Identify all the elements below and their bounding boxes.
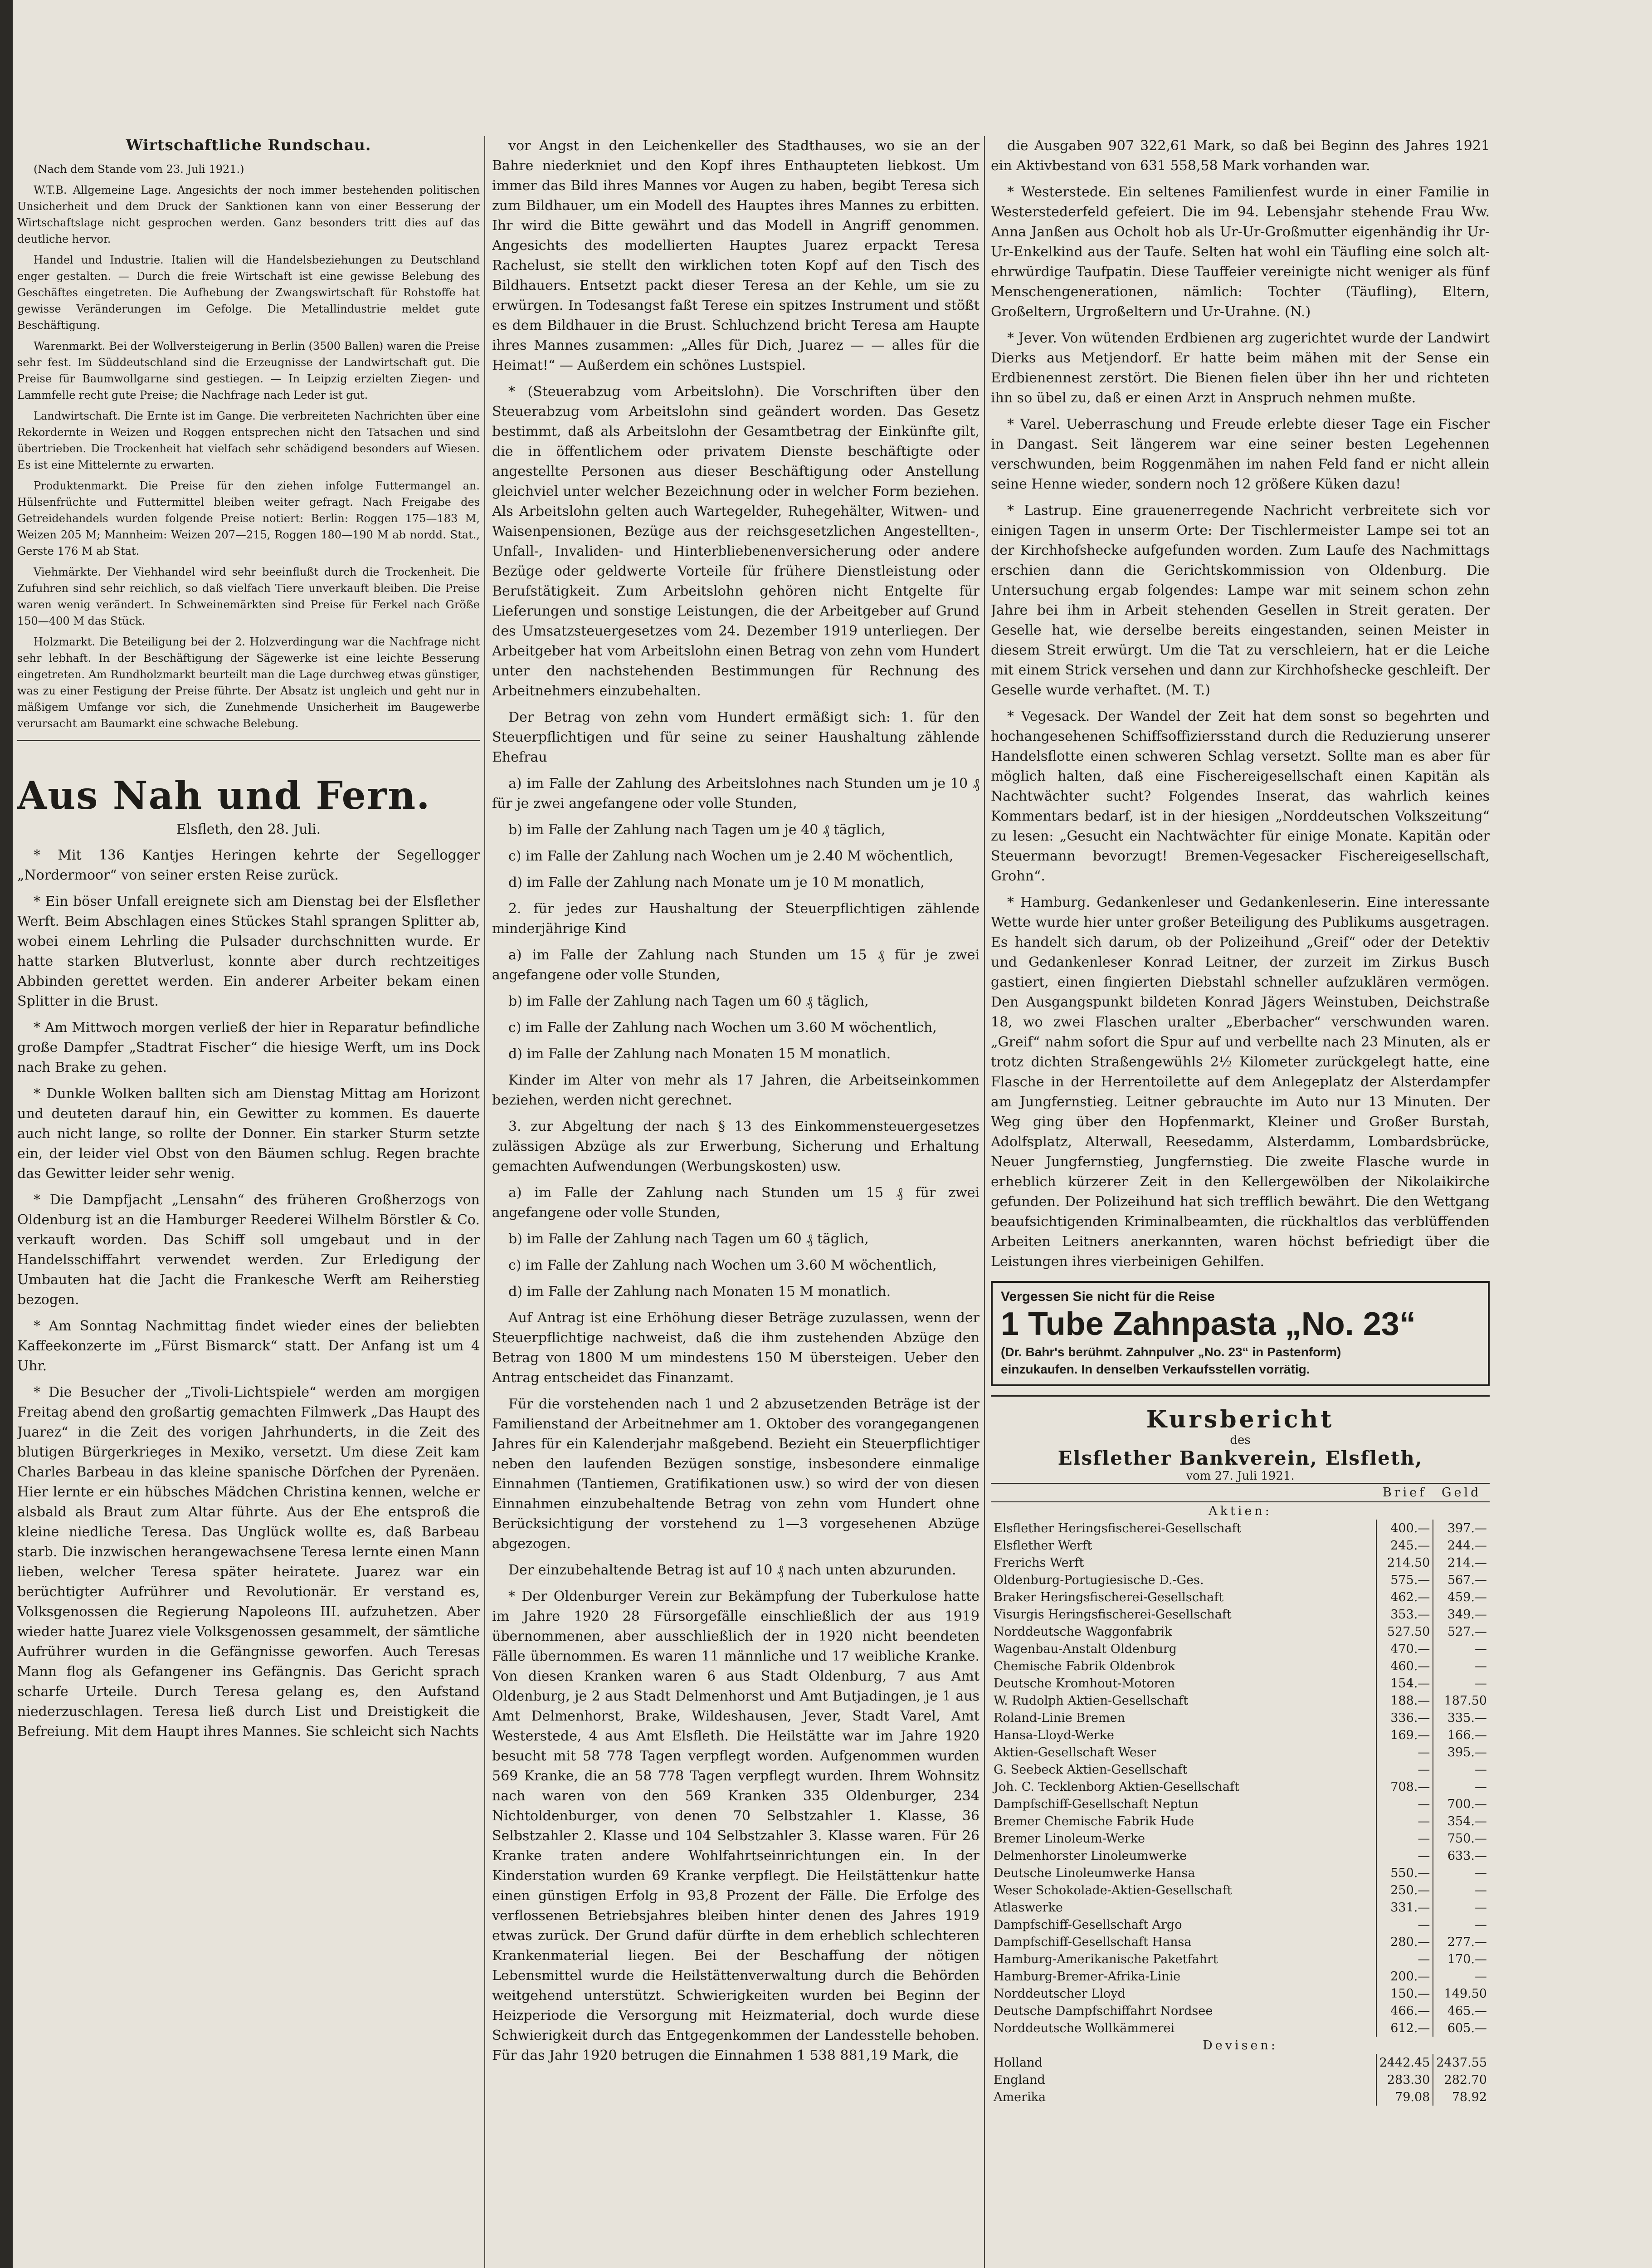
article-paragraph: Kinder im Alter von mehr als 17 Jahren, die Arbeitseinkommen beziehen, werden nicht gerechnet. [492, 1072, 980, 1108]
kurs-row [991, 1709, 1490, 1726]
kurs-body [991, 1502, 1490, 2106]
kurs-header-geld: Geld [1433, 1483, 1490, 1502]
brief-price: 708.— [1376, 1778, 1433, 1795]
security-name: Elsflether Heringsfischerei-Gesellschaft [994, 1521, 1242, 1535]
brief-price: 460.— [1376, 1657, 1433, 1675]
kurs-row [991, 1606, 1490, 1623]
brief-price: 245.— [1376, 1537, 1433, 1554]
geld-price: 166.— [1433, 1726, 1490, 1744]
news-paragraph: * Die Dampfjacht „Lensahn“ des früheren Großherzogs von Oldenburg ist an die Hamburger Reederei Wilhelm Börstler & Co. verkauft worden. Das Schiff soll umgebaut und in der Handelsschiffahrt verwendet werden. Zur Erledigung der Umbauten hat die Jacht die Frankesche Werft am Reiherstieg bezogen. [17, 1192, 480, 1308]
brief-price: 188.— [1376, 1692, 1433, 1709]
brief-price: 466.— [1376, 2002, 1433, 2019]
kurs-row [991, 2071, 1490, 2088]
kurs-row [991, 1933, 1490, 1950]
article-paragraph: Der Betrag von zehn vom Hundert ermäßigt sich: 1. für den Steuerpflichtigen und für seine zu seiner Haushaltung zählende Ehefrau [492, 709, 980, 765]
kurs-row [991, 2019, 1490, 2037]
brief-price: — [1376, 1813, 1433, 1830]
security-name: Roland-Linie Bremen [994, 1711, 1125, 1725]
wirtschaft-paragraph: Holzmarkt. Die Beteiligung bei der 2. Holzverdingung war die Nachfrage nicht sehr lebhaft. In der Beschäftigung der Sägewerke ist eine leichte Besserung eingetreten. Am Rundholzmarkt beurteilt man die Lage durchweg etwas günstiger, was zu einer Festigung der Preise führte. Der Absatz ist ungleich und geht nur in mäßigem Umfange vor sich, die Zunehmende Unsicherheit im Baugewerbe verursacht am Baumarkt eine schwache Belebung. [17, 635, 480, 730]
kursbericht-des: des [1230, 1433, 1251, 1447]
security-name: Deutsche Dampfschiffahrt Nordsee [994, 2004, 1213, 2018]
kurs-row [991, 1675, 1490, 1692]
kurs-row [991, 1950, 1490, 1968]
wirtschaft-paragraph: Produktenmarkt. Die Preise für den ziehen infolge Futtermangel an. Hülsenfrüchte und Futtermittel bleiben weiter gefragt. Nach Freigabe des Getreidehandels wurden folgende Preise notiert: Berlin: Roggen 175—183 M, Weizen 205 M; Mannheim: Weizen 207—215, Roggen 180—190 M ab nordd. Stat., Gerste 176 M ab Stat. [17, 479, 480, 557]
zahnpasta-advertisement [991, 1281, 1490, 1386]
security-name: Joh. C. Tecklenborg Aktien-Gesellschaft [994, 1779, 1239, 1794]
brief-price: 336.— [1376, 1709, 1433, 1726]
column-1 [17, 136, 480, 2268]
wirtschaft-paragraph: (Nach dem Stande vom 23. Juli 1921.) [34, 163, 244, 176]
security-name: Weser Schokolade-Aktien-Gesellschaft [994, 1883, 1232, 1897]
wirtschaft-heading: Wirtschaftliche Rundschau. [126, 136, 371, 154]
security-name: Amerika [994, 2090, 1046, 2104]
geld-price: — [1433, 1916, 1490, 1933]
geld-price: 214.— [1433, 1554, 1490, 1571]
kurs-row [991, 1813, 1490, 1830]
news-paragraph: * Lastrup. Eine grauenerregende Nachricht verbreitete sich vor einigen Tagen in unserm Orte: Der Tischlermeister Lampe sei tot an der Kirchhofshecke aufgefunden worden. Zum Laufe des Nachmittags erschien dann die Gerichtskommission von Oldenburg. Die Untersuchung ergab folgendes: Lampe war mit seinem schon zehn Jahre bei ihm in Arbeit stehenden Gesellen in Streit geraten. Der Geselle hat, wie derselbe bereits eingestanden, seinen Meister in diesem Streit erwürgt. Um die Tat zu verschleiern, hat er die Leiche mit einem Strick versehen und dann zur Kirchhofshecke geschleift. Der Geselle wurde verhaftet. (M. T.) [991, 503, 1490, 698]
kurs-row [991, 2002, 1490, 2019]
brief-price: 169.— [1376, 1726, 1433, 1744]
security-name: Holland [994, 2055, 1043, 2070]
news-paragraph: * Vegesack. Der Wandel der Zeit hat dem sonst so begehrten und hochangesehenen Schiffsoffiziersstand durch die Reduzierung unserer Handelsflotte einen schweren Schlag versetzt. Sollte man es aber für möglich halten, daß eine Fischereigesellschaft einen Kapitän als Nachtwächter sucht? Folgendes Inserat, das wahrlich keines Kommentars bedarf, ist in der hiesigen „Norddeutschen Volkszeitung“ zu lesen: „Gesucht ein Nachtwächter für einige Monate. Kapitän oder Steuermann bevorzugt! Bremen-Vegesacker Fischereigesellschaft, Grohn“. [991, 709, 1490, 884]
geld-price: — [1433, 1882, 1490, 1899]
geld-price: 459.— [1433, 1589, 1490, 1606]
brief-price: 79.08 [1376, 2088, 1433, 2106]
brief-price: — [1376, 1761, 1433, 1778]
security-name: Bremer Chemische Fabrik Hude [994, 1814, 1194, 1828]
brief-price: — [1376, 1795, 1433, 1813]
kurs-header-brief: Brief [1376, 1483, 1433, 1502]
kurs-row [991, 1726, 1490, 1744]
security-name: Atlaswerke [994, 1900, 1063, 1915]
news-paragraph: * Am Mittwoch morgen verließ der hier in Reparatur befindliche große Dampfer „Stadtrat Fischer“ die hiesige Werft, um ins Dock nach Brake zu gehen. [17, 1020, 480, 1075]
geld-price: — [1433, 1778, 1490, 1795]
geld-price: 170.— [1433, 1950, 1490, 1968]
ad-line-3: (Dr. Bahr's berühmt. Zahnpulver „No. 23“ in Pastenform) [1001, 1345, 1341, 1359]
section-divider [991, 1395, 1490, 1397]
article-paragraph: * (Steuerabzug vom Arbeitslohn). Die Vorschriften über den Steuerabzug vom Arbeitslohn sind geändert worden. Das Gesetz bestimmt, daß als Arbeitslohn der Gesamtbetrag der Einkünfte gilt, die in öffentlichem oder privatem Dienste beschäftigte oder angestellte Personen aus dieser Beschäftigung oder Anstellung gleichviel unter welcher Bezeichnung oder in welcher Form beziehen. Als Arbeitslohn gelten auch Wartegelder, Ruhegehälter, Witwen- und Waisenpensionen, Bezüge aus der reichsgesetzlichen Angestellten-, Unfall-, Invaliden- und Hinterbliebenenversicherung oder andere Bezüge oder geldwerte Vorteile für frühere Dienstleistung oder Berufstätigkeit. Zum Arbeitslohn gehören nicht Entgelte für Lieferungen und sonstige Leistungen, die der Arbeitgeber auf Grund des Umsatzsteuergesetzes vom 24. Dezember 1919 unterliegen. Der Arbeitgeber hat vom Arbeitslohn einen Betrag von zehn vom Hundert unter den nachstehenden Bestimmungen für Rechnung des Arbeitnehmers einzubehalten. [492, 384, 980, 699]
brief-price: 214.50 [1376, 1554, 1433, 1571]
wirtschaft-paragraph: Viehmärkte. Der Viehhandel wird sehr beeinflußt durch die Trockenheit. Die Zufuhren sind sehr reichlich, so daß vielfach Tiere unverkauft bleiben. Die Preise waren wenig verändert. In Schweinemärkten sind Preise für Ferkel nach Größe 150—400 M das Stück. [17, 566, 480, 627]
security-name: Aktien-Gesellschaft Weser [994, 1745, 1156, 1760]
wirtschaft-paragraph: Warenmarkt. Bei der Wollversteigerung in Berlin (3500 Ballen) waren die Preise sehr fest. Im Süddeutschland sind die Erzeugnisse der Landwirtschaft gut. Die Preise für Baumwollgarne sind gestiegen. — In Leipzig erzielten Ziegen- und Lammfelle recht gute Preise; die Nachfrage nach Leder ist gut. [17, 340, 480, 401]
kurs-row [991, 1537, 1490, 1554]
kurs-row [991, 1985, 1490, 2002]
security-name: Visurgis Heringsfischerei-Gesellschaft [994, 1607, 1232, 1622]
brief-price: 470.— [1376, 1640, 1433, 1657]
column-rule-1 [484, 136, 485, 2268]
geld-price: 282.70 [1433, 2071, 1490, 2088]
kurs-row [991, 1761, 1490, 1778]
security-name: W. Rudolph Aktien-Gesellschaft [994, 1693, 1189, 1708]
geld-price: 605.— [1433, 2019, 1490, 2037]
aktien-label: Aktien: [1209, 1504, 1272, 1518]
column-2-text [492, 136, 980, 2066]
aus-nah-und-fern-heading: Aus Nah und Fern. [17, 773, 431, 818]
security-name: Hamburg-Bremer-Afrika-Linie [994, 1969, 1181, 1984]
geld-price: — [1433, 1675, 1490, 1692]
geld-price: — [1433, 1657, 1490, 1675]
geld-price: 633.— [1433, 1847, 1490, 1864]
geld-price: 349.— [1433, 1606, 1490, 1623]
geld-price: — [1433, 1899, 1490, 1916]
kurs-row [991, 1692, 1490, 1709]
article-paragraph: d) im Falle der Zahlung nach Monaten 15 M monatlich. [508, 1284, 891, 1300]
geld-price: 277.— [1433, 1933, 1490, 1950]
kursbericht-bank: Elsflether Bankverein, Elsfleth, [1057, 1447, 1423, 1469]
security-name: Oldenburg-Portugiesische D.-Ges. [994, 1573, 1204, 1587]
brief-price: 154.— [1376, 1675, 1433, 1692]
geld-price: 750.— [1433, 1830, 1490, 1847]
geld-price: 2437.55 [1433, 2054, 1490, 2071]
brief-price: 462.— [1376, 1589, 1433, 1606]
news-paragraph: * Am Sonntag Nachmittag findet wieder eines der beliebten Kaffeekonzerte im „Fürst Bismarck“ statt. Der Anfang ist um 4 Uhr. [17, 1318, 480, 1374]
article-paragraph: c) im Falle der Zahlung nach Wochen um je 2.40 M wöchentlich, [508, 848, 954, 864]
brief-price: 400.— [1376, 1520, 1433, 1537]
news-paragraph: * Hamburg. Gedankenleser und Gedankenleserin. Eine interessante Wette wurde hier unter großer Beteiligung des Publikums ausgetragen. Es handelt sich darum, ob der Polizeihund „Greif“ oder der Detektiv und Gedankenleser Konrad Leitner, der zurzeit im Zirkus Busch gastiert, einen fingierten Diebstahl schneller aufzuklären vermögen. Den Ausgangspunkt bildeten Konrad Jägers Weinstuben, Deichstraße 18, wo zwei Flaschen uralter „Eberbacher“ verschwunden waren. „Greif“ nahm sofort die Spur auf und verbellte nach 23 Minuten, als er trotz dichten Straßengewühls 2½ Kilometer zurückgelegt hatte, eine Flasche in der Herrentoilette auf dem Anlegeplatz der Alsterdampfer am Jungfernstieg. Leitner gebrauchte im Auto nur 13 Minuten. Der Weg ging über den Hopfenmarkt, Kleiner und Großer Burstah, Adolfsplatz, Alterwall, Reesedamm, Alsterdamm, Lombardsbrücke, Neuer Jungfernstieg, Jungfernstieg. Die zweite Flasche wurde in erheblich kürzerer Zeit in den Kellergewölben der Nikolaikirche gefunden. Der Polizeihund hat sich trefflich bewährt. Die den Wettgang beaufsichtigenden Kriminalbeamten, die rückhaltlos das verblüffenden Arbeiten Leitners anerkannten, waren höchst befriedigt über die Leistungen ihres vierbeinigen Gehilfen. [991, 894, 1490, 1270]
article-paragraph: d) im Falle der Zahlung nach Monaten 15 M monatlich. [508, 1046, 891, 1062]
security-name: Norddeutscher Lloyd [994, 1986, 1126, 2001]
wirtschaft-section [17, 161, 480, 732]
brief-price: 575.— [1376, 1571, 1433, 1589]
article-paragraph: Für die vorstehenden nach 1 und 2 abzusetzenden Beträge ist der Familienstand der Arbeitnehmer am 1. Oktober des vorangegangenen Jahres für ein Kalenderjahr maßgebend. Bezieht ein Steuerpflichtiger neben den laufenden Bezügen sonstige, insbesondere einmalige Einnahmen (Tantiemen, Gratifikationen usw.) so wird der von diesen Einnahmen einzubehaltende Betrag von zehn vom Hundert ohne Berücksichtigung der vorstehend zu 1—3 vorgesehenen Abzüge abgezogen. [492, 1396, 980, 1552]
brief-price: 280.— [1376, 1933, 1433, 1950]
wirtschaft-paragraph: Handel und Industrie. Italien will die Handelsbeziehungen zu Deutschland enger gestalten. — Durch die freie Wirtschaft ist eine gewisse Belebung des Geschäftes eingetreten. Die Aufhebung der Zwangswirtschaft für Rohstoffe hat gewisse Veränderungen im Gefolge. Die Metallindustrie meldet gute Beschäftigung. [17, 254, 480, 332]
wirtschaft-paragraph: W.T.B. Allgemeine Lage. Angesichts der noch immer bestehenden politischen Unsicherheit und dem Druck der Sanktionen kann von einer Besserung der Wirtschaftslage nicht gesprochen werden. Ganz besonders tritt dies auf das deutliche hervor. [17, 184, 480, 245]
security-name: Hansa-Lloyd-Werke [994, 1728, 1114, 1742]
dateline: Elsfleth, den 28. Juli. [176, 821, 321, 837]
brief-price: 150.— [1376, 1985, 1433, 2002]
ad-headline: 1 Tube Zahnpasta „No. 23“ [1001, 1306, 1416, 1342]
brief-price: — [1376, 1916, 1433, 1933]
geld-price: 335.— [1433, 1709, 1490, 1726]
security-name: Braker Heringsfischerei-Gesellschaft [994, 1590, 1224, 1604]
article-paragraph: b) im Falle der Zahlung nach Tagen um 60 ₰ täglich, [508, 993, 869, 1009]
kurs-table [991, 1483, 1490, 2106]
kurs-row [991, 1899, 1490, 1916]
article-paragraph: d) im Falle der Zahlung nach Monate um je 10 M monatlich, [508, 875, 925, 890]
kurs-row [991, 1882, 1490, 1899]
kurs-row [991, 2088, 1490, 2106]
geld-price: 149.50 [1433, 1985, 1490, 2002]
kurs-row [991, 1623, 1490, 1640]
article-paragraph: * Der Oldenburger Verein zur Bekämpfung der Tuberkulose hatte im Jahre 1920 28 Fürsorgefälle einschließlich der aus 1919 übernommenen, aber ausschließlich der in 1920 nicht beendeten Fälle übernommen. Es waren 11 männliche und 17 weibliche Kranke. Von diesen Kranken waren 6 aus Stadt Oldenburg, 7 aus Amt Oldenburg, je 2 aus Stadt Delmenhorst und Amt Butjadingen, je 1 aus Amt Delmenhorst, Brake, Wildeshausen, Jever, Stadt Varel, Amt Westerstede, 4 aus Amt Elsfleth. Die Heilstätte war im Jahre 1920 besucht mit 58 778 Tagen verpflegt worden. Aufgenommen wurden 569 Kranke, die an 58 778 Tagen verpflegt wurden. Ihrem Wohnsitz nach waren von den 569 Kranken 335 Oldenburger, 234 Nichtoldenburger, von denen 70 Selbstzahler 1. Klasse, 36 Selbstzahler 2. Klasse und 104 Selbstzahler 3. Klasse waren. Für 26 Kranke traten andere Wohlfahrtseinrichtungen ein. In der Kinderstation wurden 69 Kranke verpflegt. Die Heilstättenkur hatte einen günstigen Erfolg in 93,8 Prozent der Fälle. Die Erfolge des verflossenen Betriebsjahres bleiben hinter denen des Jahres 1919 etwas zurück. Der Grund dafür dürfte in dem erheblich schlechteren Krankenmaterial liegen. Bei der Beschaffung der nötigen Lebensmittel wurde die Heilstättenverwaltung durch die Behörden weitgehend unterstützt. Schwierigkeiten wurden bei Beginn der Heizperiode die Versorgung mit Heizmaterial, doch wurde diese Schwierigkeit durch das Entgegenkommen der Landesstelle behoben. Für das Jahr 1920 betrugen die Einnahmen 1 538 881,19 Mark, die [492, 1589, 980, 2063]
brief-price: 331.— [1376, 1899, 1433, 1916]
geld-price: 567.— [1433, 1571, 1490, 1589]
column-2 [492, 136, 980, 2268]
security-name: Deutsche Linoleumwerke Hansa [994, 1866, 1195, 1880]
brief-price: 250.— [1376, 1882, 1433, 1899]
column-3-text [991, 136, 1490, 1272]
security-name: Deutsche Kromhout-Motoren [994, 1676, 1175, 1691]
article-paragraph: c) im Falle der Zahlung nach Wochen um 3.60 M wöchentlich, [508, 1257, 937, 1273]
security-name: Norddeutsche Waggonfabrik [994, 1624, 1172, 1639]
brief-price: 550.— [1376, 1864, 1433, 1882]
geld-price: — [1433, 1640, 1490, 1657]
article-paragraph: c) im Falle der Zahlung nach Wochen um 3.60 M wöchentlich, [508, 1020, 937, 1036]
security-name: Chemische Fabrik Oldenbrok [994, 1659, 1175, 1673]
wirtschaft-paragraph: Landwirtschaft. Die Ernte ist im Gange. Die verbreiteten Nachrichten über eine Rekordernte in Weizen und Roggen entsprechen nicht den Tatsachen und sind übertrieben. Die Trockenheit hat vielfach sehr schädigend besonders auf Wiesen. Es ist eine Mittelernte zu erwarten. [17, 410, 480, 471]
news-paragraph: * Die Besucher der „Tivoli-Lichtspiele“ werden am morgigen Freitag abend den großartig gemachten Filmwerk „Das Haupt des Juarez“ in die Zeit des vorigen Jahrhunderts, in die Zeit des blutigen Bürgerkrieges in Mexiko, versetzt. Um diese Zeit kam Charles Barbeau in das kleine spanische Dörfchen der Pyrenäen. Hier lernte er ein hübsches Mädchen Christina kennen, welche er alsbald als Braut zum Altar führte. Aus der Ehe entsproß die kleine niedliche Teresa. Das Unglück wollte es, daß Barbeau starb. Die inzwischen herangewachsene Teresa lernte einen Mann lieben, welcher Teresa später heiratete. Juarez war ein berüchtigter Aufrührer und Revolutionär. Er verstand es, Volksgenossen die Regierung Napoleons III. aufzuhetzen. Aber wieder hatte Juarez viele Volksgenossen gesammelt, der sämtliche Aufrührer wurden in die Gefängnisse geworfen. Auch Teresas Mann flog als Gefangener ins Gefängnis. Das Gericht sprach scharfe Urteile. Durch Teresa gelang es, den Aufstand niederzuschlagen. Teresa ließ durch List und Dreistigkeit die Befreiung. Mit dem Haupt ihres Mannes. Sie schleicht sich Nachts [17, 1384, 480, 1740]
geld-price: 700.— [1433, 1795, 1490, 1813]
kurs-row [991, 1864, 1490, 1882]
kurs-row [991, 1520, 1490, 1537]
news-paragraph: * Mit 136 Kantjes Heringen kehrte der Segellogger „Nordermoor“ von seiner ersten Reise zurück. [17, 847, 480, 883]
brief-price: 527.50 [1376, 1623, 1433, 1640]
geld-price: 244.— [1433, 1537, 1490, 1554]
geld-price: 395.— [1433, 1744, 1490, 1761]
security-name: Norddeutsche Wollkämmerei [994, 2021, 1175, 2035]
column-rule-2 [984, 136, 985, 2268]
ad-line-4: einzukaufen. In denselben Verkaufsstellen vorrätig. [1001, 1362, 1310, 1376]
article-paragraph: b) im Falle der Zahlung nach Tagen um 60 ₰ täglich, [508, 1231, 869, 1247]
section-divider [17, 740, 480, 741]
ad-line-1: Vergessen Sie nicht für die Reise [1001, 1289, 1215, 1304]
news-paragraph: * Westerstede. Ein seltenes Familienfest wurde in einer Familie in Westerstederfeld gefeiert. Die im 94. Lebensjahr stehende Frau Ww. Anna Janßen aus Ocholt hob als Ur-Ur-Großmutter eigenhändig ihr Ur-Ur-Enkelkind aus der Taufe. Selten hat wohl ein Täufling eine solch alt-ehrwürdige Taufpatin. Diese Tauffeier vereinigte nicht weniger als fünf Menschengenerationen, nämlich: Tochter (Täufling), Eltern, Großeltern, Urgroßeltern und Ur-Urahne. (N.) [991, 184, 1490, 320]
brief-price: 200.— [1376, 1968, 1433, 1985]
article-paragraph: 2. für jedes zur Haushaltung der Steuerpflichtigen zählende minderjährige Kind [492, 901, 980, 937]
geld-price: 397.— [1433, 1520, 1490, 1537]
security-name: Hamburg-Amerikanische Paketfahrt [994, 1952, 1218, 1966]
security-name: Elsflether Werft [994, 1538, 1092, 1553]
security-name: Wagenbau-Anstalt Oldenburg [994, 1642, 1177, 1656]
brief-price: 283.30 [1376, 2071, 1433, 2088]
geld-price: 354.— [1433, 1813, 1490, 1830]
news-paragraph: die Ausgaben 907 322,61 Mark, so daß bei Beginn des Jahres 1921 ein Aktivbestand von 631 558,58 Mark vorhanden war. [991, 138, 1490, 174]
article-paragraph: 3. zur Abgeltung der nach § 13 des Einkommensteuergesetzes zulässigen Abzüge als zur Erwerbung, Sicherung und Erhaltung gemachten Aufwendungen (Werbungskosten) usw. [492, 1119, 980, 1174]
news-paragraph: * Varel. Ueberraschung und Freude erlebte dieser Tage ein Fischer in Dangast. Seit längerem war eine seiner besten Legehennen verschwunden, beim Roggenmähen im nahen Feld fand er nicht allein seine Henne wieder, sondern noch 12 größere Küken dazu! [991, 416, 1490, 492]
security-name: G. Seebeck Aktien-Gesellschaft [994, 1762, 1188, 1777]
geld-price: 78.92 [1433, 2088, 1490, 2106]
geld-price: 527.— [1433, 1623, 1490, 1640]
security-name: Dampfschiff-Gesellschaft Argo [994, 1917, 1182, 1932]
kurs-row [991, 1830, 1490, 1847]
kurs-row [991, 1657, 1490, 1675]
page-binding-edge [0, 0, 13, 2268]
kursbericht-title: Kursbericht [1146, 1406, 1335, 1433]
devisen-label: Devisen: [1203, 2038, 1278, 2053]
kurs-row [991, 1571, 1490, 1589]
security-name: England [994, 2072, 1045, 2087]
article-paragraph: a) im Falle der Zahlung des Arbeitslohnes nach Stunden um je 10 ₰ für je zwei angefangene oder volle Stunden, [492, 776, 980, 811]
kurs-row [991, 1795, 1490, 1813]
brief-price: — [1376, 1744, 1433, 1761]
kurs-header-name [991, 1483, 1376, 1502]
kursbericht-date: vom 27. Juli 1921. [1186, 1469, 1295, 1483]
geld-price: — [1433, 1864, 1490, 1882]
kurs-row [991, 1554, 1490, 1571]
kurs-row [991, 1916, 1490, 1933]
brief-price: — [1376, 1950, 1433, 1968]
geld-price: 187.50 [1433, 1692, 1490, 1709]
article-paragraph: Der einzubehaltende Betrag ist auf 10 ₰ nach unten abzurunden. [508, 1562, 956, 1578]
security-name: Dampfschiff-Gesellschaft Neptun [994, 1797, 1199, 1811]
security-name: Delmenhorster Linoleumwerke [994, 1848, 1187, 1863]
local-news [17, 846, 480, 1742]
news-paragraph: * Ein böser Unfall ereignete sich am Dienstag bei der Elsflether Werft. Beim Abschlagen eines Stückes Stahl sprangen Splitter ab, wobei einem Lehrling die Pulsader durchschnitten wurde. Er hatte starken Blutverlust, konnte aber durch rechtzeitiges Abbinden gerettet werden. Ein anderer Arbeiter bekam einen Splitter in die Brust. [17, 894, 480, 1009]
security-name: Frerichs Werft [994, 1555, 1084, 1570]
news-paragraph: * Dunkle Wolken ballten sich am Dienstag Mittag am Horizont und deuteten darauf hin, ein Gewitter zu kommen. Es dauerte auch nicht lange, so rollte der Donner. Ein starker Sturm setzte ein, der leider viel Obst von den Bäumen schlug. Regen brachte das Gewitter leider sehr wenig. [17, 1086, 480, 1182]
brief-price: 353.— [1376, 1606, 1433, 1623]
kurs-row [991, 1968, 1490, 1985]
kurs-row [991, 1589, 1490, 1606]
article-paragraph: a) im Falle der Zahlung nach Stunden um 15 ₰ für je zwei angefangene oder volle Stunden, [492, 947, 980, 983]
geld-price: — [1433, 1968, 1490, 1985]
brief-price: — [1376, 1830, 1433, 1847]
brief-price: — [1376, 1847, 1433, 1864]
security-name: Dampfschiff-Gesellschaft Hansa [994, 1935, 1192, 1949]
article-paragraph: vor Angst in den Leichenkeller des Stadthauses, wo sie an der Bahre niederkniet und den Kopf ihres Enthaupteten liebkost. Um immer das Bild ihres Mannes vor Augen zu haben, begibt Teresa sich zum Bildhauer, um ein Modell des Hauptes ihres Mannes zu erbitten. Ihr wird die Bitte gewährt und das Modell in Angriff genommen. Angesichts des modellierten Hauptes Juarez erpackt Teresa Rachelust, sie stellt den wirklichen toten Kopf auf den Tisch des Bildhauers. Entsetzt packt dieser Teresa an der Kehle, um sie zu erwürgen. In Todesangst faßt Terese ein spitzes Instrument und stößt es dem Bildhauer in die Brust. Schluchzend bricht Teresa am Haupte ihres Mannes zusammen: „Alles für Dich, Juarez — — alles für die Heimat!“ — Außerdem ein schönes Lustspiel. [492, 138, 980, 373]
brief-price: 2442.45 [1376, 2054, 1433, 2071]
article-paragraph: b) im Falle der Zahlung nach Tagen um je 40 ₰ täglich, [508, 822, 886, 838]
kurs-row [991, 2054, 1490, 2071]
brief-price: 612.— [1376, 2019, 1433, 2037]
kurs-row [991, 1640, 1490, 1657]
kurs-row [991, 1847, 1490, 1864]
geld-price: — [1433, 1761, 1490, 1778]
article-paragraph: Auf Antrag ist eine Erhöhung dieser Beträge zuzulassen, wenn der Steuerpflichtige nachweist, daß die ihm zustehenden Abzüge den Betrag von 1800 M um mindestens 150 M übersteigen. Ueber den Antrag entscheidet das Finanzamt. [492, 1310, 980, 1386]
news-paragraph: * Jever. Von wütenden Erdbienen arg zugerichtet wurde der Landwirt Dierks aus Metjendorf. Er hatte beim mähen mit der Sense ein Erdbienennest zerstört. Die Bienen fielen über ihn her und richteten ihn so übel zu, daß er einen Arzt in Anspruch nehmen mußte. [991, 330, 1490, 406]
kurs-row [991, 1744, 1490, 1761]
geld-price: 465.— [1433, 2002, 1490, 2019]
security-name: Bremer Linoleum-Werke [994, 1831, 1145, 1846]
article-paragraph: a) im Falle der Zahlung nach Stunden um 15 ₰ für zwei angefangene oder volle Stunden, [492, 1185, 980, 1221]
column-3 [991, 136, 1490, 2268]
kurs-row [991, 1778, 1490, 1795]
